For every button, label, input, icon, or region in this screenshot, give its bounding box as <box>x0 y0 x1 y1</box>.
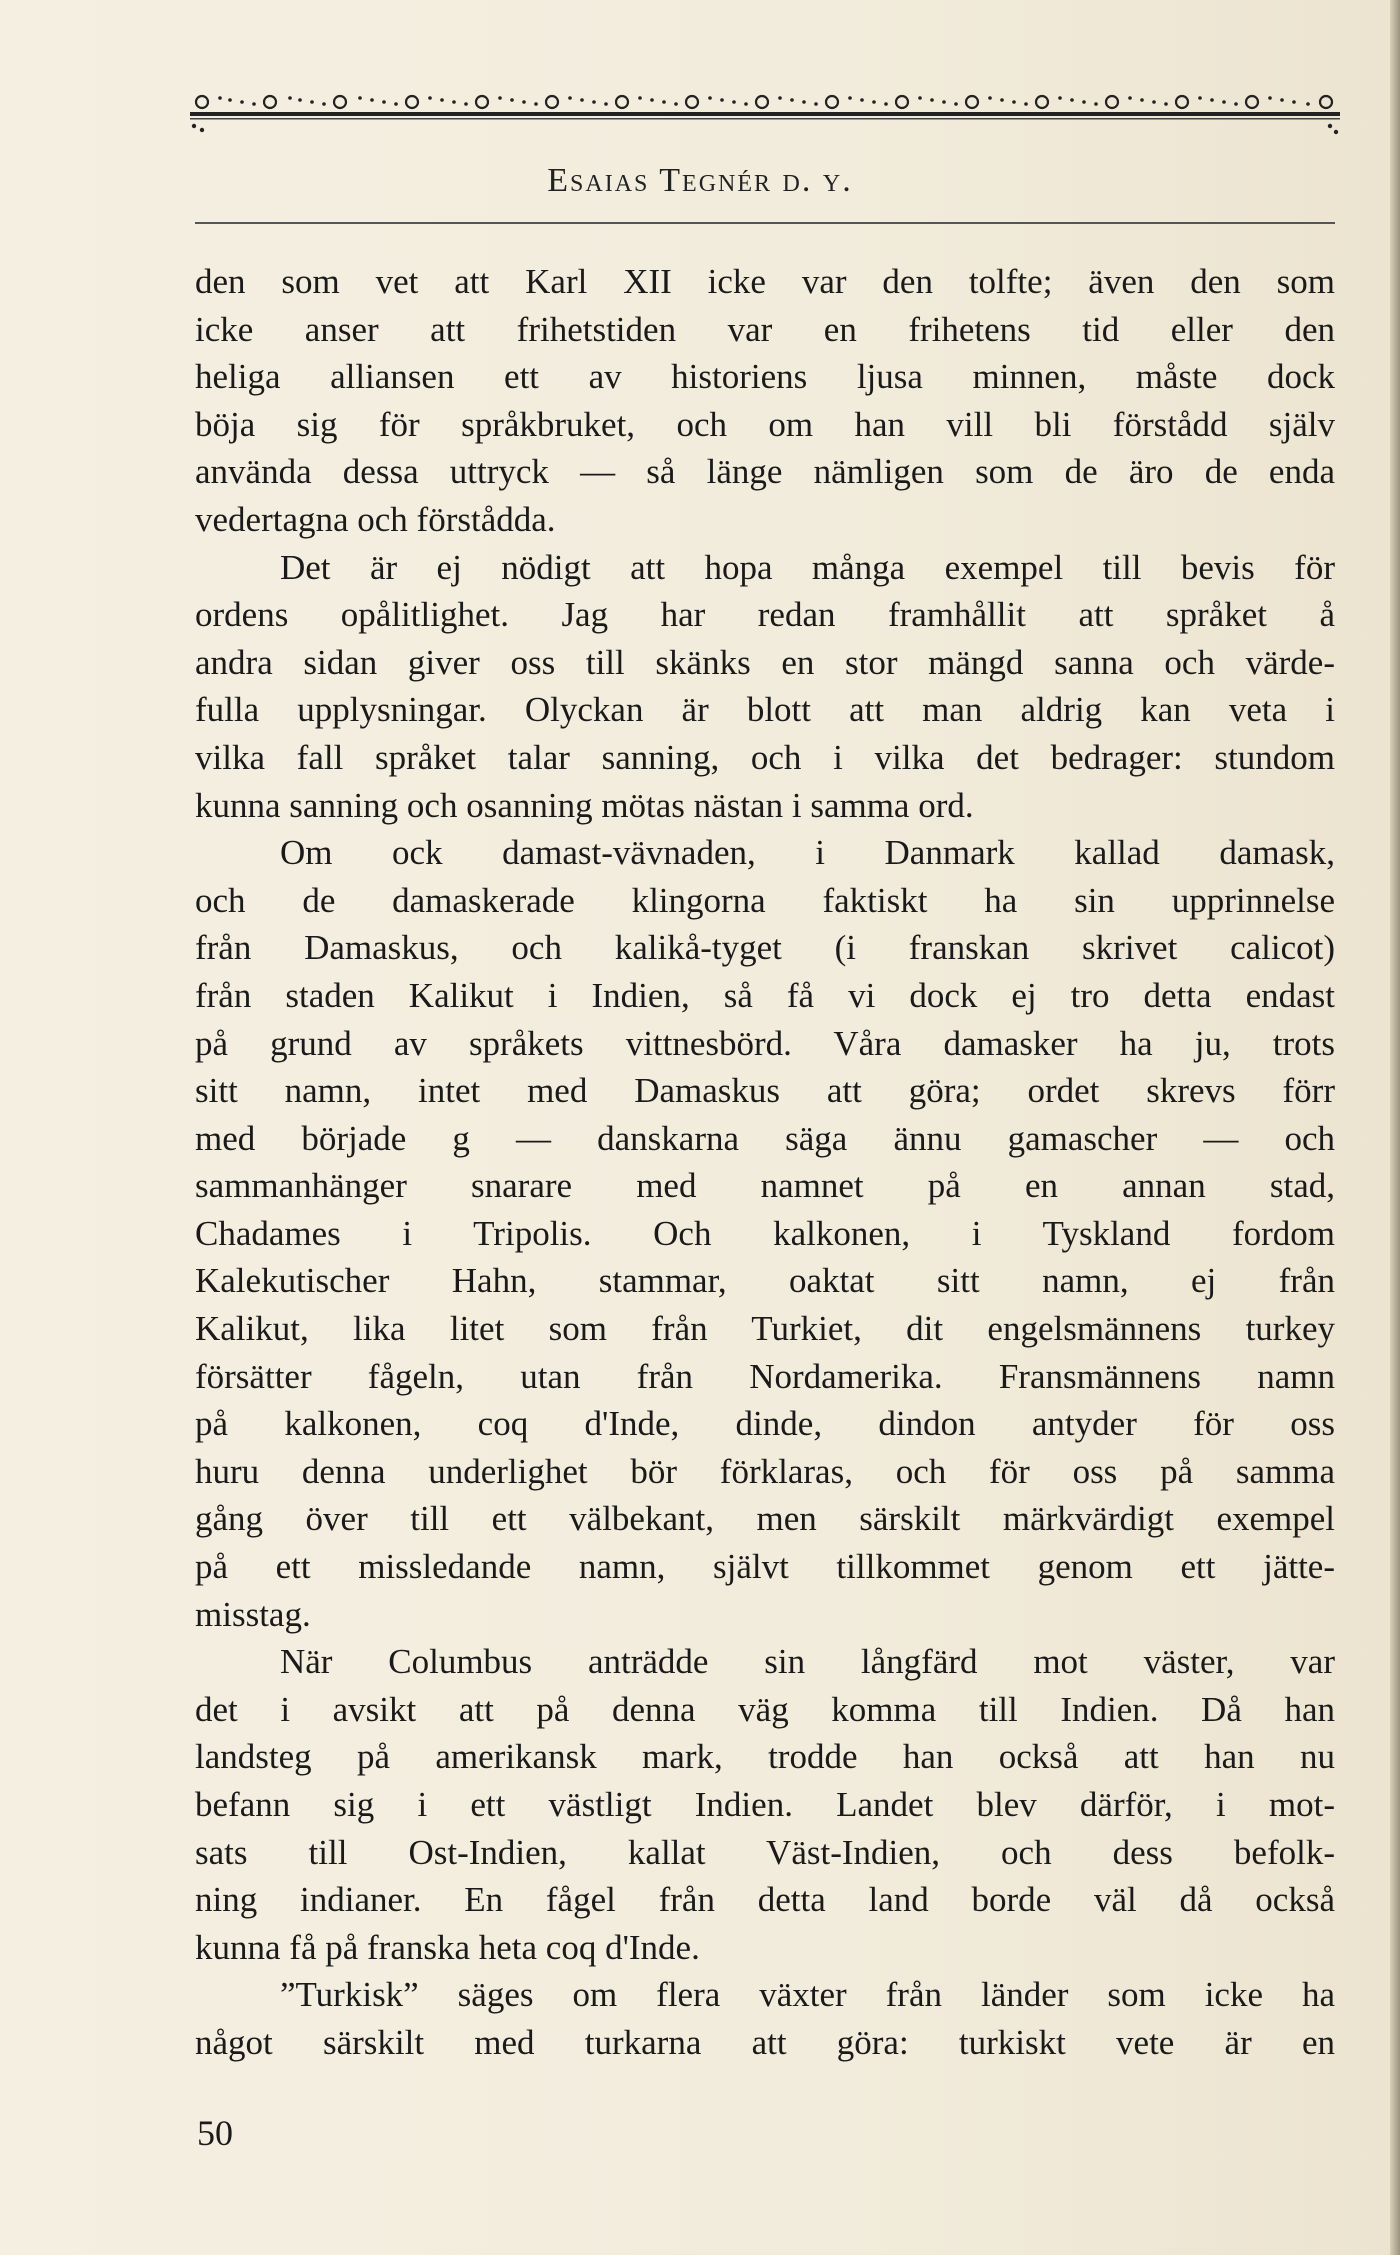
text-line: gång över till ett välbekant, men särskilt märkvärdigt exempel <box>195 1499 1335 1539</box>
text-line: icke anser att frihetstiden var en frihetens tid eller den <box>195 309 1335 349</box>
header-rule <box>195 222 1335 224</box>
text-line: böja sig för språkbruket, och om han vill bli förstådd själv <box>195 404 1335 444</box>
text-line: med började g — danskarna säga ännu gamascher — och <box>195 1118 1335 1158</box>
text-line: ning indianer. En fågel från detta land borde väl då också <box>195 1880 1335 1920</box>
text-line: kunna få på franska heta coq d'Inde. <box>195 1927 700 1967</box>
text-line: vilka fall språket talar sanning, och i vilka det bedrager: stundom <box>195 737 1335 777</box>
text-line: det i avsikt att på denna väg komma till Indien. Då han <box>195 1689 1335 1729</box>
text-line: kunna sanning och osanning mötas nästan i samma ord. <box>195 785 974 825</box>
text-line: på ett missledande namn, självt tillkommet genom ett jätte- <box>195 1547 1335 1587</box>
body-text <box>195 258 1335 2067</box>
text-line: använda dessa uttryck — så länge nämligen som de äro de enda <box>195 452 1335 492</box>
text-line: Det är ej nödigt att hopa många exempel till bevis för <box>280 547 1335 587</box>
text-line: Chadames i Tripolis. Och kalkonen, i Tyskland fordom <box>195 1213 1335 1253</box>
text-line: på grund av språkets vittnesbörd. Våra damasker ha ju, trots <box>195 1023 1335 1063</box>
text-line: fulla upplysningar. Olyckan är blott att man aldrig kan veta i <box>195 690 1335 730</box>
text-line: från Damaskus, och kalikå-tyget (i franskan skrivet calicot) <box>195 928 1335 968</box>
text-line: Kalekutischer Hahn, stammar, oaktat sitt namn, ej från <box>195 1261 1335 1301</box>
text-line: När Columbus anträdde sin långfärd mot väster, var <box>280 1642 1335 1682</box>
text-line: på kalkonen, coq d'Inde, dinde, dindon antyder för oss <box>195 1404 1335 1444</box>
page-edge-shadow <box>1390 0 1400 2255</box>
text-line: sitt namn, intet med Damaskus att göra; ordet skrevs förr <box>195 1071 1335 1111</box>
text-line: sammanhänger snarare med namnet på en annan stad, <box>195 1166 1335 1206</box>
text-line: den som vet att Karl XII icke var den tolfte; även den som <box>195 262 1335 301</box>
page-number: 50 <box>197 2113 233 2153</box>
text-line: befann sig i ett västligt Indien. Landet blev därför, i mot- <box>195 1785 1335 1824</box>
text-line: landsteg på amerikansk mark, trodde han också att han nu <box>195 1737 1335 1777</box>
text-line: försätter fågeln, utan från Nordamerika. Fransmännens namn <box>195 1356 1335 1396</box>
text-line: Om ock damast-vävnaden, i Danmark kallad damask, <box>280 833 1335 873</box>
running-head: Esaias Tegnér d. y. <box>547 162 853 199</box>
text-line: ”Turkisk” säges om flera växter från länder som icke ha <box>280 1975 1335 2015</box>
text-line: andra sidan giver oss till skänks en stor mängd sanna och värde- <box>195 642 1335 682</box>
text-line: sats till Ost-Indien, kallat Väst-Indien, och dess befolk- <box>195 1832 1335 1872</box>
decorative-border-ornament <box>190 88 1340 136</box>
text-line: från staden Kalikut i Indien, så få vi dock ej tro detta endast <box>195 975 1335 1015</box>
text-line: vedertagna och förstådda. <box>195 499 556 539</box>
text-line: och de damaskerade klingorna faktiskt ha sin upprinnelse <box>195 880 1335 920</box>
text-line: huru denna underlighet bör förklaras, och för oss på samma <box>195 1451 1335 1491</box>
text-line: Kalikut, lika litet som från Turkiet, dit engelsmännens turkey <box>195 1309 1335 1349</box>
text-line: ordens opålitlighet. Jag har redan framhållit att språket å <box>195 595 1335 635</box>
text-line: heliga alliansen ett av historiens ljusa minnen, måste dock <box>195 357 1335 397</box>
text-line: något särskilt med turkarna att göra: turkiskt vete är en <box>195 2022 1335 2062</box>
text-line: misstag. <box>195 1594 311 1634</box>
